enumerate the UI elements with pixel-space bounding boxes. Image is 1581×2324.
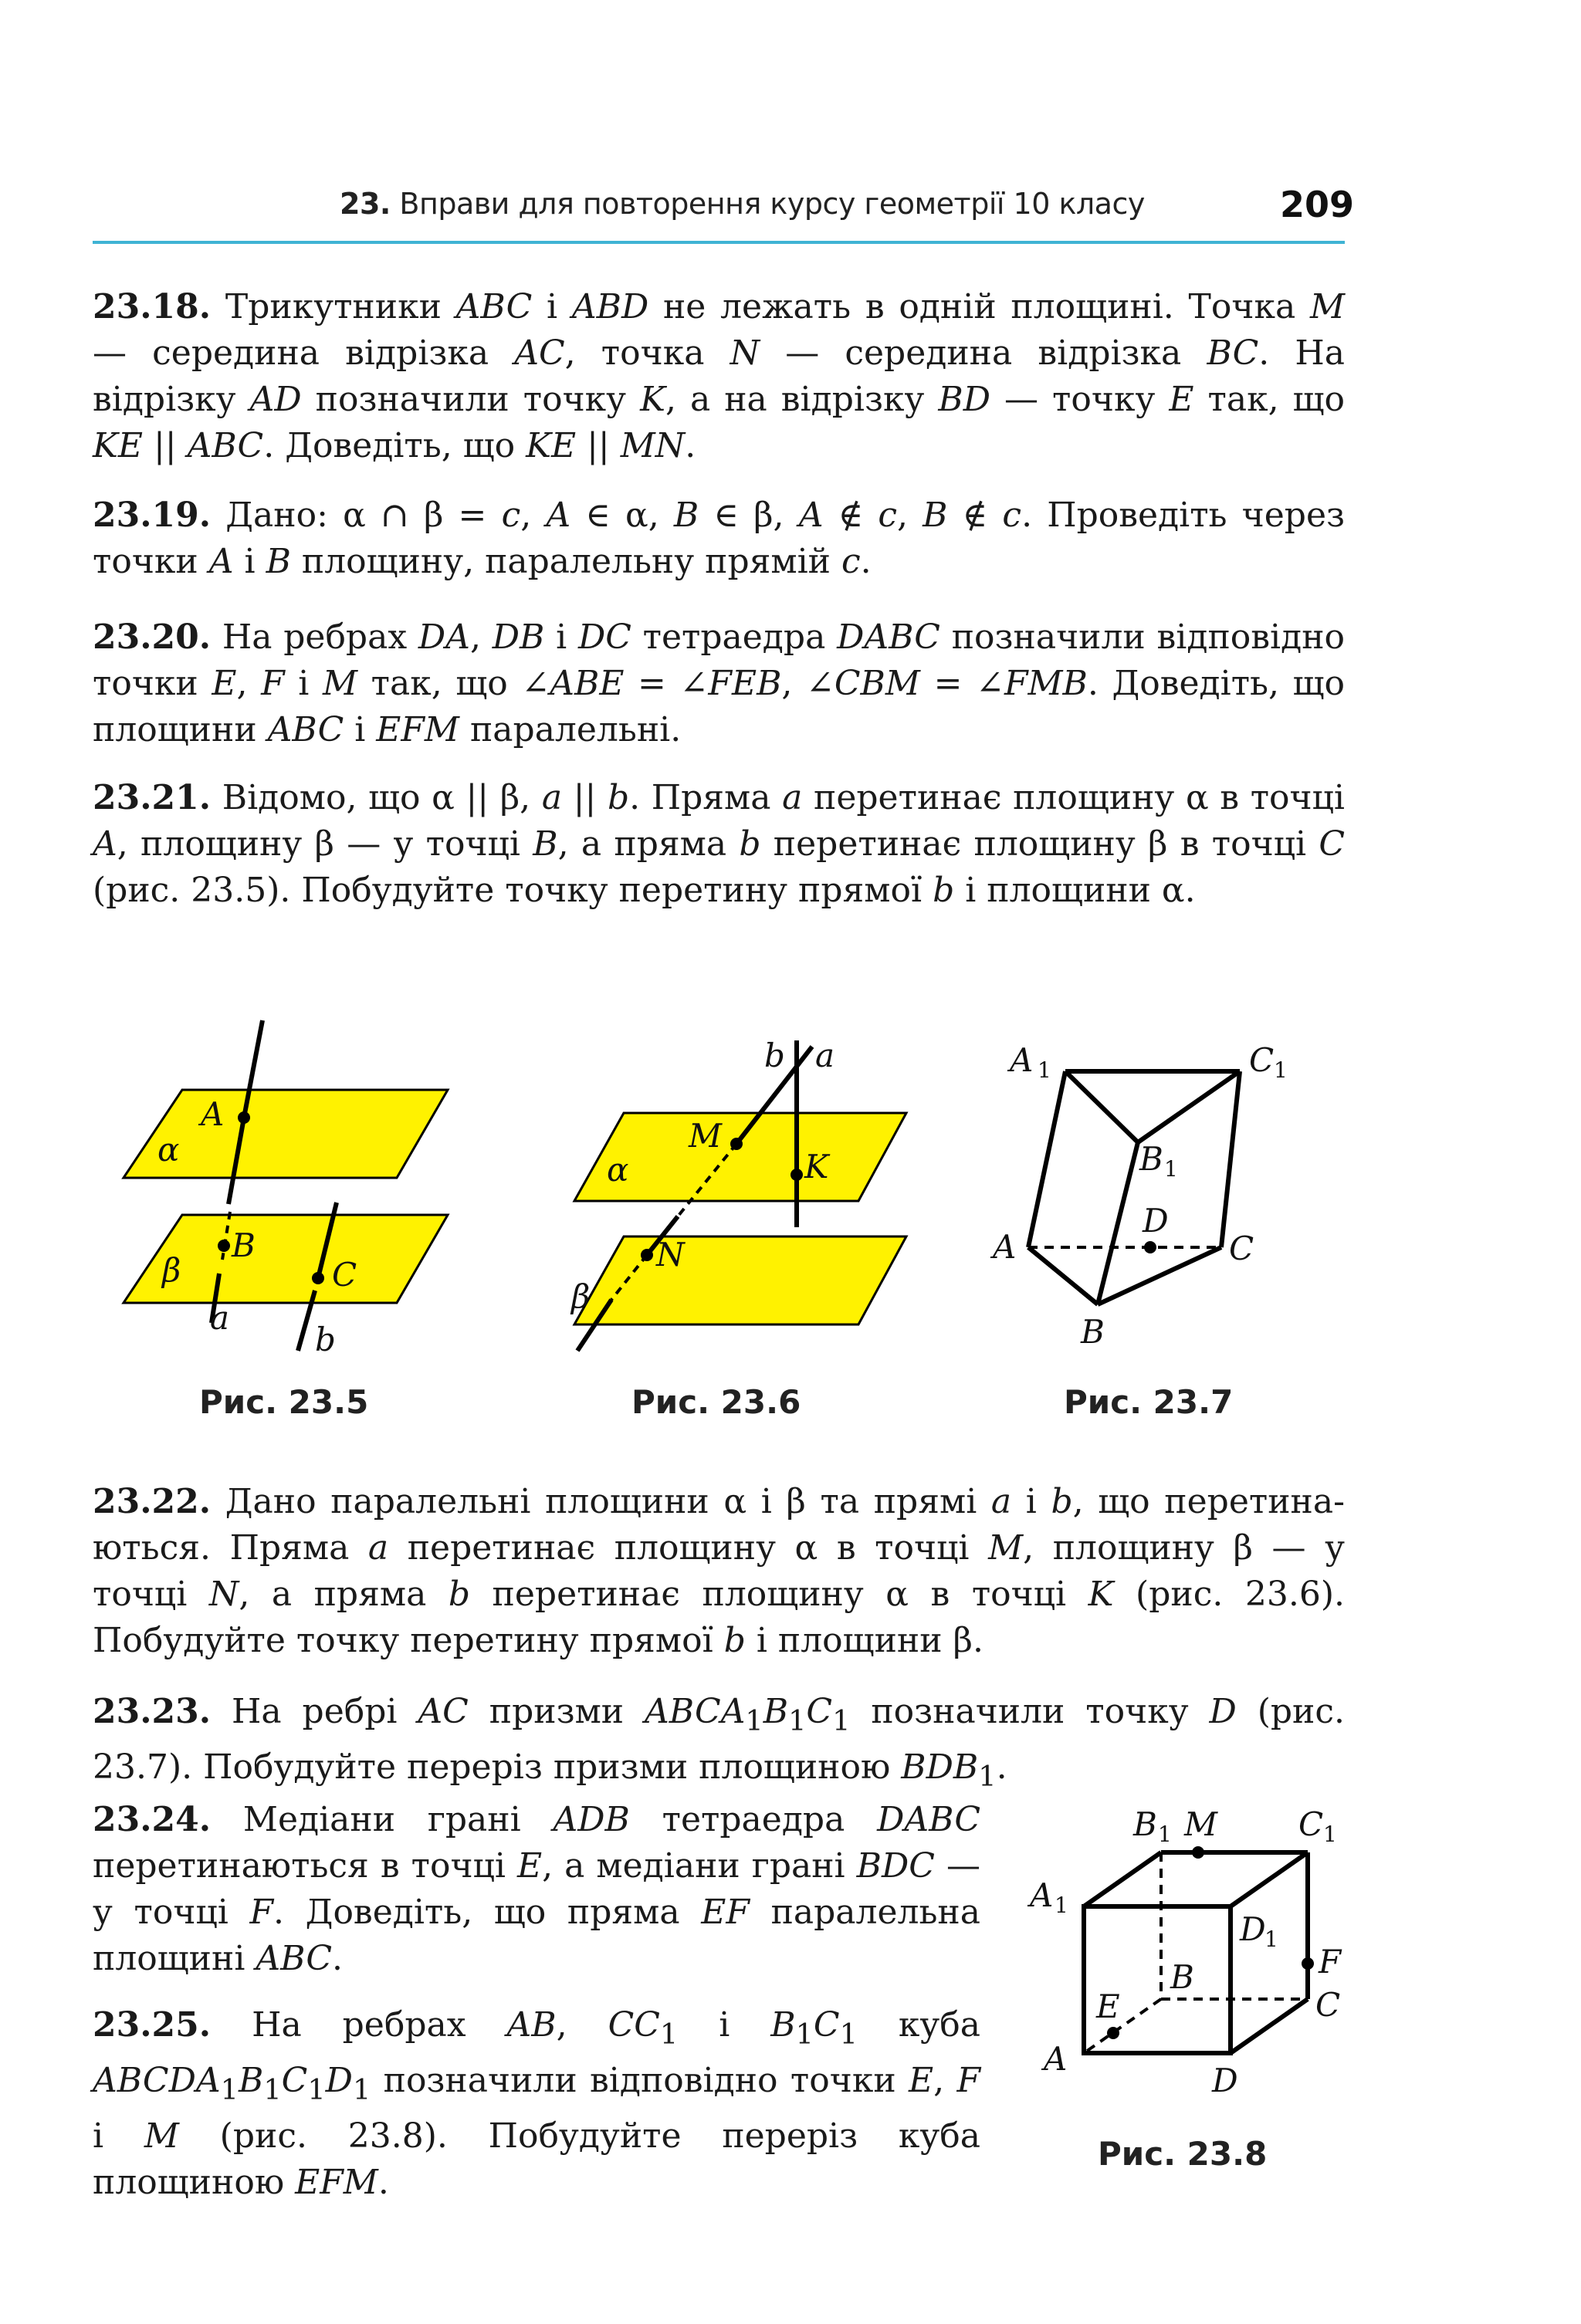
svg-text:1: 1: [1323, 1822, 1337, 1847]
point-M: [730, 1138, 743, 1150]
exercise-23-25: [93, 2002, 980, 2206]
label-A1: A: [1030, 1876, 1054, 1914]
label-B1: B: [1133, 1805, 1157, 1843]
point-B: [218, 1240, 230, 1252]
label-a: a: [815, 1037, 835, 1074]
exercise-23-22: [93, 1479, 1345, 1664]
label-B: B: [1170, 1958, 1194, 1996]
point-C: [312, 1272, 324, 1284]
label-F: F: [1319, 1943, 1342, 1981]
header-rule: [93, 241, 1345, 244]
page-number: 209: [1280, 184, 1355, 225]
label-a: a: [210, 1299, 230, 1337]
svg-text:1: 1: [1055, 1893, 1068, 1918]
exercise-text: Дано паралельні площини α і β та прямі a і b, що перетинаються. Пряма a перетинає площину α в точці M, площину β — у точці N, а пряма b перетинає площину α в точці K (рис. 23.6). Побудуйте точку перетину прямої b і площини β.: [93, 1482, 1346, 1660]
label-D: D: [1212, 2062, 1238, 2099]
label-beta: β: [571, 1277, 591, 1315]
label-C: C: [1229, 1230, 1254, 1267]
label-C: C: [332, 1256, 357, 1294]
exercise-text: Відомо, що α || β, a || b. Пряма a перетинає площину α в точці A, площину β — у точці B, а пряма b перетинає площину β в точці C (рис. 23.5). Побудуйте точку перетину прямої b і площини α.: [93, 778, 1346, 910]
point-N: [641, 1249, 653, 1261]
label-alpha: α: [157, 1131, 180, 1169]
label-A: A: [993, 1228, 1017, 1266]
exercise-23-23: [93, 1689, 1345, 1800]
exercise-number: 23.22.: [93, 1482, 212, 1521]
label-B1: B: [1139, 1140, 1163, 1178]
label-b: b: [315, 1321, 336, 1358]
exercise-text: На ребрах DA, DB і DC тетраедра DABC позначили відповідно точки E, F і M так, що ∠ABE = ∠FEB, ∠CBM = ∠FMB. Доведіть, що площини ABC і EFM паралельні.: [93, 617, 1346, 749]
label-M: M: [1184, 1805, 1218, 1843]
figure-23-5: [116, 1011, 471, 1366]
svg-text:1: 1: [1274, 1057, 1288, 1083]
label-A: A: [1044, 2040, 1068, 2078]
label-beta: β: [162, 1251, 181, 1289]
point-D: [1144, 1241, 1156, 1253]
exercise-number: 23.24.: [93, 1800, 212, 1839]
figure-caption: Рис. 23.8: [1098, 2135, 1268, 2173]
label-b: b: [764, 1037, 785, 1074]
exercise-text: Медіани грані ADB тетраедра DABC перетинаються в точці E, а медіани грані BDC — у точці F. Доведіть, що пряма EF паралельна площині ABC.: [93, 1800, 980, 1978]
exercise-number: 23.18.: [93, 287, 212, 326]
figure-23-7: [988, 1034, 1328, 1358]
exercise-23-24: [93, 1797, 980, 1982]
exercise-23-21: [93, 775, 1345, 914]
plane-beta: [574, 1236, 906, 1324]
running-header: [340, 187, 1145, 221]
point-E: [1107, 2027, 1119, 2039]
exercise-number: 23.20.: [93, 617, 212, 657]
exercise-23-19: [93, 492, 1345, 585]
label-D1: D: [1240, 1910, 1266, 1948]
figure-caption: Рис. 23.6: [631, 1383, 801, 1421]
section-number: 23.: [340, 187, 391, 221]
label-C: C: [1315, 1986, 1341, 2024]
svg-text:1: 1: [1158, 1822, 1172, 1847]
exercise-number: 23.23.: [93, 1692, 212, 1731]
point-F: [1302, 1957, 1314, 1970]
label-N: N: [656, 1236, 685, 1274]
svg-text:1: 1: [1038, 1057, 1051, 1083]
exercise-23-20: [93, 614, 1345, 753]
label-B: B: [1081, 1313, 1105, 1351]
point-M: [1192, 1846, 1204, 1859]
label-A1: A: [1010, 1041, 1034, 1079]
exercise-text: Трикутники ABC і ABD не лежать в одній площині. Точка M — середина відрізка AC, точка N — середина відрізка BC. На відрізку AD позначили точку K, а на відрізку BD — точку E так, що KE || ABC. Доведіть, що KE || MN.: [93, 287, 1345, 465]
figure-caption: Рис. 23.7: [1064, 1383, 1234, 1421]
exercise-number: 23.25.: [93, 2005, 212, 2045]
svg-text:1: 1: [1164, 1156, 1178, 1182]
label-C1: C: [1249, 1041, 1275, 1079]
exercise-23-18: [93, 284, 1345, 469]
point-K: [790, 1169, 803, 1181]
exercise-text: Дано: α ∩ β = c, A ∈ α, B ∈ β, A ∉ c, B ∉ c. Проведіть через точки A і B площину, паралельну прямій c.: [93, 496, 1345, 581]
figure-23-6: [562, 1027, 917, 1366]
label-E: E: [1096, 1987, 1120, 2025]
exercise-number: 23.19.: [93, 496, 212, 535]
label-B: B: [232, 1226, 256, 1264]
exercise-text: На ребрах AB, $CC_1$ і $B_1C_1$ куба $ABCDA_1B_1C_1D_1$ позначили відповідно точки E, F і M (рис. 23.8). Побудуйте переріз куба площиною EFM.: [93, 2005, 980, 2202]
point-A: [238, 1111, 250, 1124]
label-alpha: α: [607, 1151, 629, 1189]
label-K: K: [804, 1148, 829, 1186]
svg-text:1: 1: [1264, 1927, 1278, 1952]
label-A: A: [201, 1095, 225, 1133]
exercise-text: На ребрі AC призми $ABCA_1B_1C_1$ позначили точку D (рис. 23.7). Побудуйте переріз призми площиною $BDB_1$.: [93, 1692, 1345, 1793]
label-D: D: [1143, 1202, 1169, 1240]
exercise-number: 23.21.: [93, 778, 212, 817]
section-title: Вправи для повторення курсу геометрії 10 класу: [390, 187, 1145, 221]
figure-23-8: [1019, 1798, 1343, 2107]
figure-caption: Рис. 23.5: [199, 1383, 369, 1421]
label-C1: C: [1298, 1805, 1324, 1843]
label-M: M: [689, 1117, 723, 1155]
